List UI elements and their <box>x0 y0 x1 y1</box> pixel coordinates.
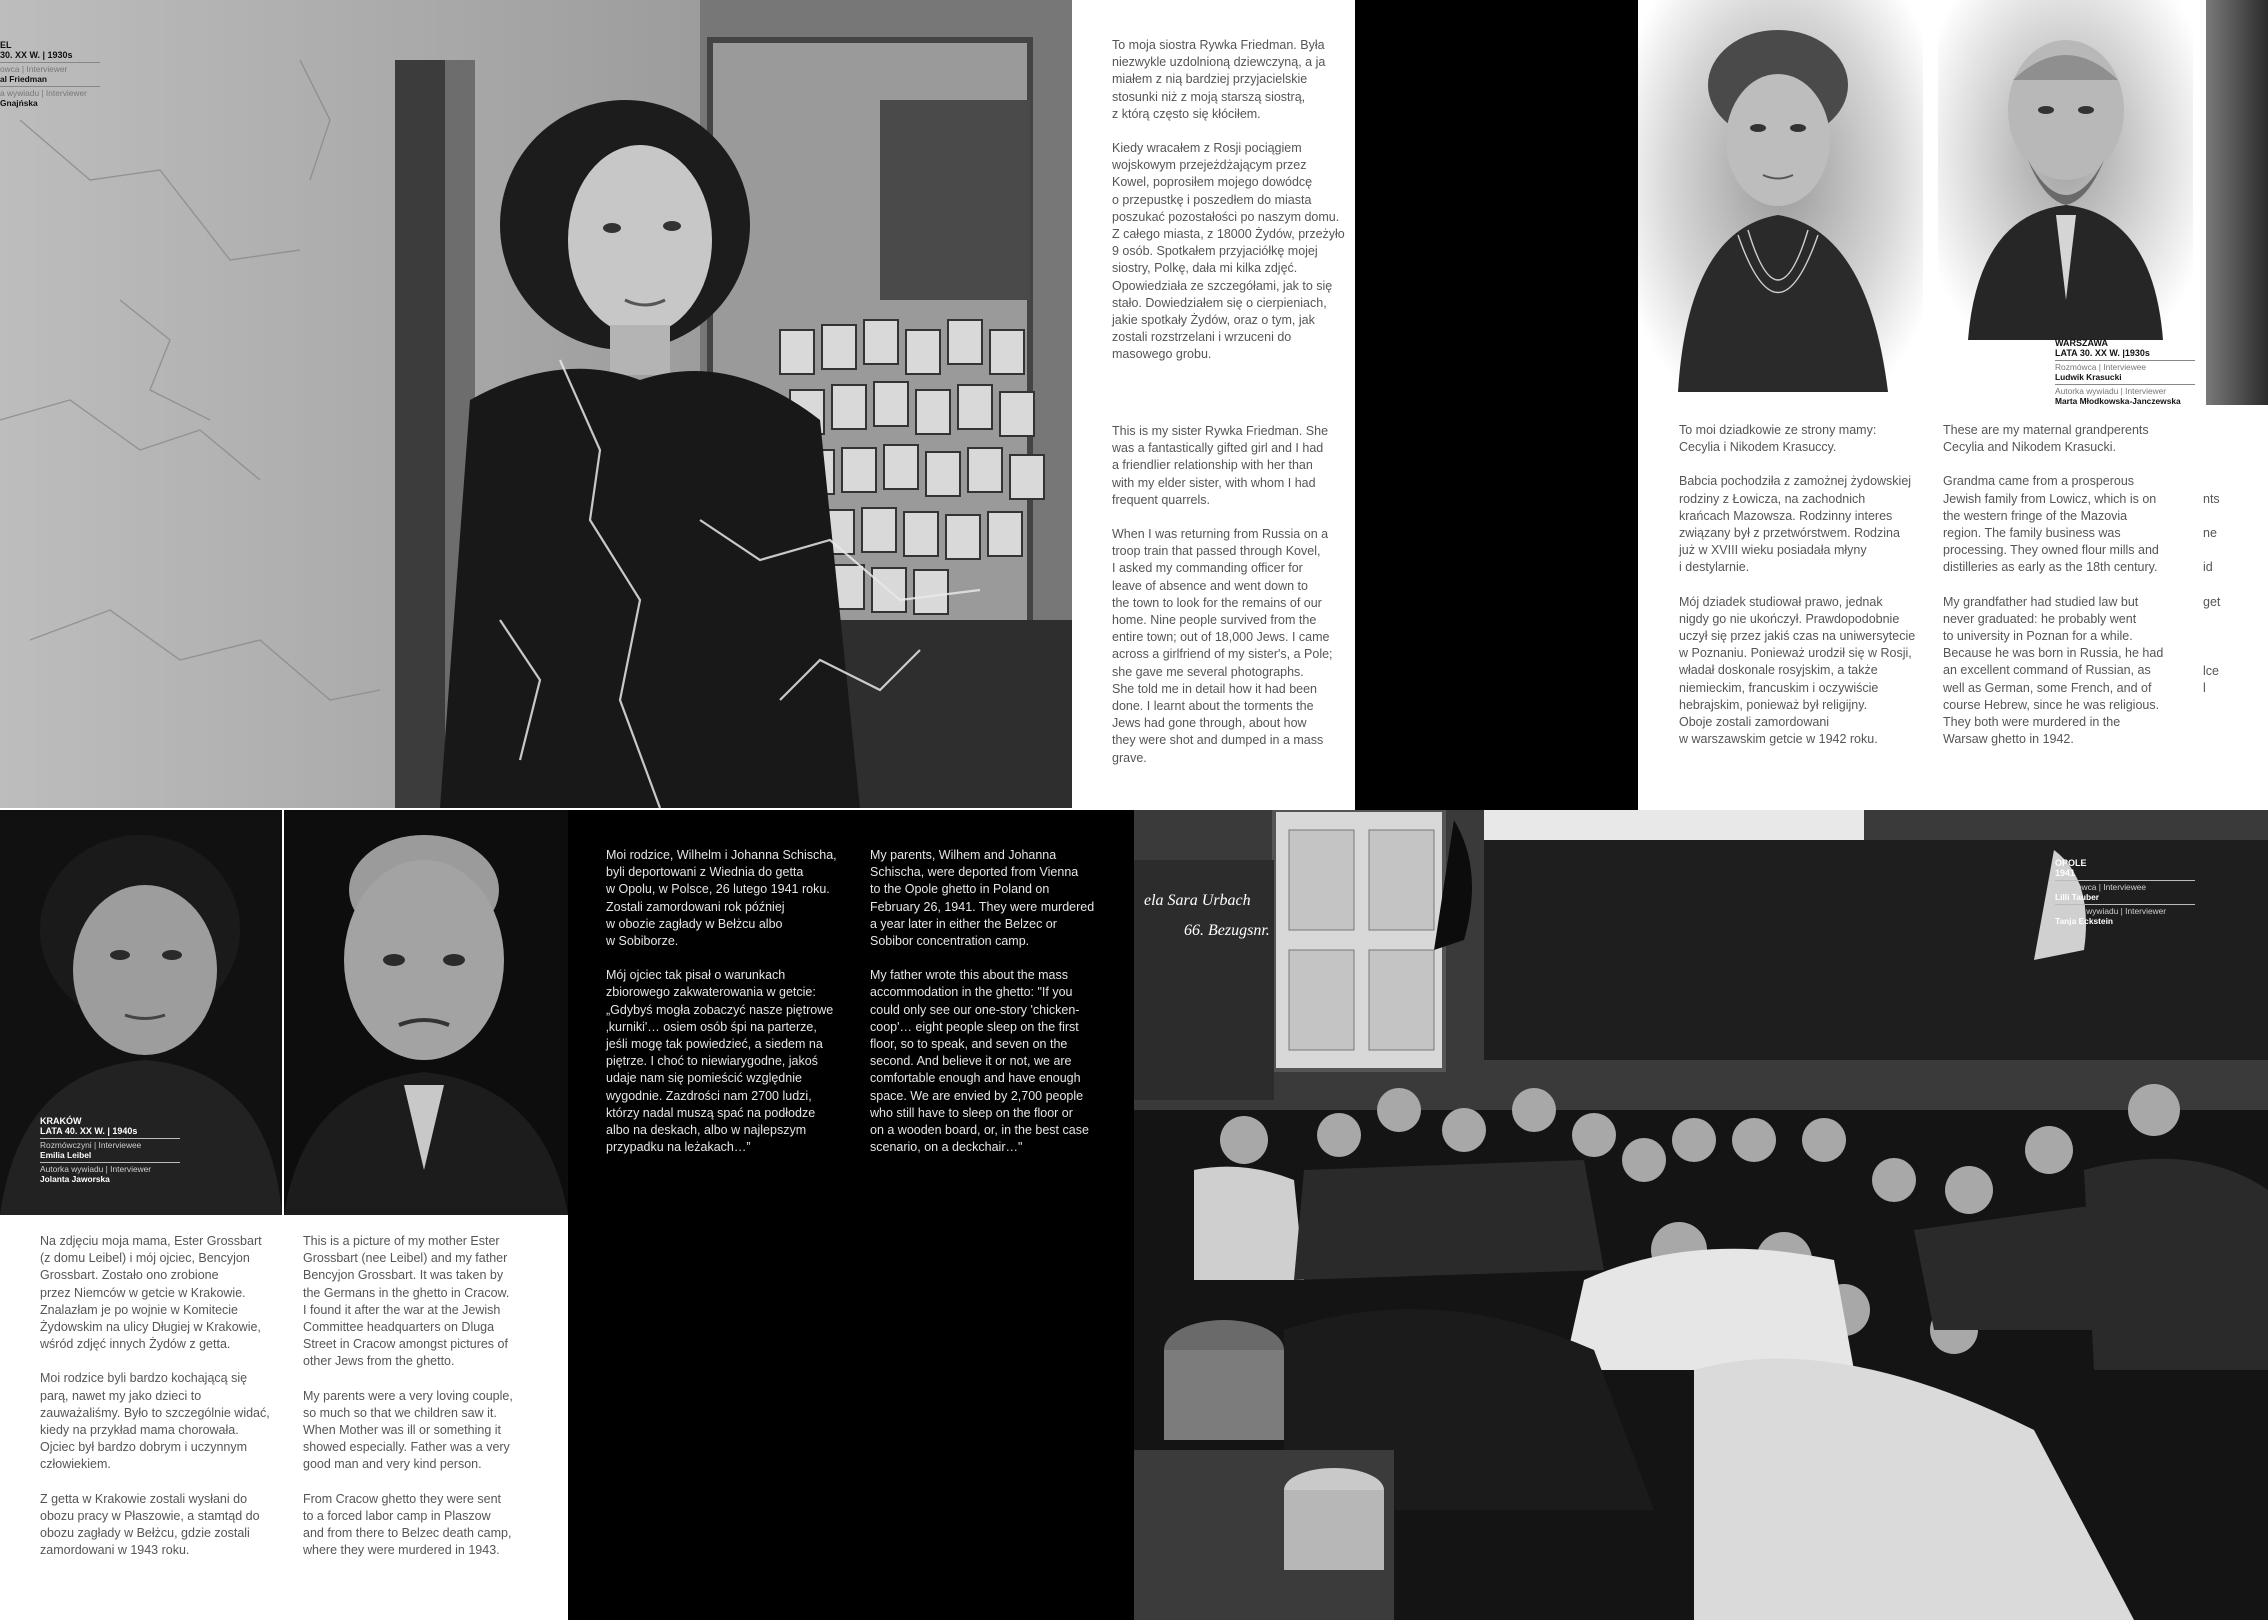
caption-role-interviewer: a wywiadu | Interviewer <box>0 86 100 98</box>
paragraph: Na zdjęciu moja mama, Ester Grossbart (z domu Leibel) i mój ojciec, Bencyjon Grossbart. Zostało ono zrobione przez Niemców w getcie w Krakowie. Znalazłam je po wojnie w Komitecie Żydowskim na ulicy Długiej w Krakowie, wśród zdjęć innych Żydów z getta. <box>40 1234 262 1352</box>
paragraph: To moja siostra Rywka Friedman. Była niezwykle uzdolnioną dziewczyną, a ja miałem z nią bardziej przyjacielskie stosunki niż z moją starszą siostrą, z którą często się kłóciłem. <box>1112 38 1326 121</box>
paragraph: Moi rodzice byli bardzo kochającą się parą, nawet my jako dzieci to zauważaliśmy. Było to szczególnie widać, kiedy na przykład mama chorowała. Ojciec był bardzo dobrym i uczynnym człowiekiem. <box>40 1371 270 1472</box>
photo-bencyjon-grossbart <box>284 810 568 1215</box>
caption-friedman <box>0 40 100 108</box>
edge-text-fragments <box>2203 491 2268 697</box>
fragment: get <box>2203 594 2221 609</box>
caption-tauber <box>2055 858 2195 926</box>
caption-place: OPOLE <box>2055 858 2087 868</box>
black-panel-top <box>1355 0 1638 810</box>
photo-next-page-edge <box>2206 0 2268 405</box>
caption-interviewee-name: Emilia Leibel <box>40 1150 92 1160</box>
caption-role-interviewee: Rozmówczyni | Interviewee <box>40 1138 180 1150</box>
caption-role-interviewee: owca | Interviewer <box>0 62 100 74</box>
caption-interviewee-name: Ludwik Krasucki <box>2055 372 2122 382</box>
fragment: ne <box>2203 526 2217 541</box>
paragraph: This is my sister Rywka Friedman. She was a fantastically gifted girl and I had a friendlier relationship with her than with my elder sister, with whom I had frequent quarrels. <box>1112 424 1329 507</box>
paragraph: Babcia pochodziła z zamożnej żydowskiej rodziny z Łowicza, na zachodnich krańcach Mazowsza. Rodzinny interes związany był z przetwórstwem. Rodzina już w XVIII wieku posiadała młyny i destylarnie. <box>1679 474 1912 575</box>
text-grossbart-pl <box>40 1233 290 1576</box>
text-krasucki-en <box>1943 422 2183 765</box>
caption-role-interviewee: Rozmówca | Interviewee <box>2055 360 2195 372</box>
caption-date: LATA 40. XX W. | 1940s <box>40 1126 138 1136</box>
paragraph: Moi rodzice, Wilhelm i Johanna Schischa, byli deportowani z Wiednia do getta w Opolu, w Polsce, 26 lutego 1941 roku. Zostali zamordowani rok później w obozie zagłady w Bełżcu albo w Sobiborze. <box>606 848 837 949</box>
photo-label-line-1: ela Sara Urbach <box>1144 892 1251 909</box>
paragraph: My parents were a very loving couple, so much so that we children saw it. When Mother was ill or something it showed especially. Father was a very good man and very kind person. <box>303 1388 513 1472</box>
text-krasucki-pl <box>1679 422 1929 765</box>
caption-krasucki <box>2055 338 2195 406</box>
caption-place: EL <box>0 40 12 50</box>
fragment: lce <box>2203 663 2219 678</box>
caption-role-interviewer: Autorka wywiadu | Interviewer <box>2055 904 2195 916</box>
paragraph: When I was returning from Russia on a troop train that passed through Kovel, I asked my commanding officer for leave of absence and went down to the town to look for the remains of our home. Nine people survived from the entire town; out of 18,000 Jews. I came across a girlfriend of my sister's, a Pole; she gave me several photographs. She told me in detail how it had been done. I learnt about the torments the Jews had gone through, about how they were shot and dumped in a mass grave. <box>1112 527 1333 765</box>
paragraph: My father wrote this about the mass accommodation in the ghetto: "If you could only see our one-story 'chicken- coop'… eight people sleep on the first floor, so to speak, and seven on the second. And believe it or not, we are comfortable enough and have enough space. We are envied by 2,700 people who still have to sleep on the floor or on a wooden board, or, in the best case scenario, on a deckchair…" <box>870 968 1089 1155</box>
caption-date: LATA 30. XX W. |1930s <box>2055 348 2150 358</box>
fragment: id <box>2203 560 2213 575</box>
paragraph: Grandma came from a prosperous Jewish family from Lowicz, which is on the western fringe of the Mazovia region. The family business was processing. They owned flour mills and distilleries as early as the 18th century. <box>1943 474 2159 575</box>
paragraph: My parents, Wilhem and Johanna Schischa, were deported from Vienna to the Opole ghetto in Poland on February 26, 1941. They were murdered a year later in either the Belzec or Sobibor concentration camp. <box>870 848 1095 949</box>
caption-place: KRAKÓW <box>40 1116 82 1126</box>
caption-role-interviewer: Autorka wywiadu | Interviewer <box>2055 384 2195 396</box>
photo-nikodem-krasucki <box>1938 0 2193 340</box>
paragraph: Z getta w Krakowie zostali wysłani do obozu pracy w Płaszowie, a stamtąd do obozu zagłady w Bełżcu, gdzie zostali zamordowani w 1943 roku. <box>40 1491 260 1558</box>
paragraph: Mój dziadek studiował prawo, jednak nigdy go nie ukończył. Prawdopodobnie uczył się przez jakiś czas na uniwersytecie w Poznaniu. Ponieważ urodził się w Rosji, władał doskonale rosyjskim, a także niemieckim, francuskim i oczywiście hebrajskim, ponieważ był religijny. Oboje zostali zamordowani w warszawskim getcie w 1942 roku. <box>1679 594 1916 747</box>
caption-interviewer-name: Gnajńska <box>0 98 38 108</box>
caption-date: 30. XX W. | 1930s <box>0 50 73 60</box>
fragment: l <box>2203 681 2206 696</box>
caption-role-interviewee: Rozmówca | Interviewee <box>2055 880 2195 892</box>
paragraph: These are my maternal grandperents Cecylia and Nikodem Krasucki. <box>1943 423 2149 455</box>
caption-interviewer-name: Tanja Eckstein <box>2055 916 2114 926</box>
photo-label-line-2: 66. Bezugsnr. <box>1184 922 1270 939</box>
caption-role-interviewer: Autorka wywiadu | Interviewer <box>40 1162 180 1174</box>
text-friedman-en <box>1112 423 1352 784</box>
caption-interviewee-name: al Friedman <box>0 74 48 84</box>
caption-grossbart <box>40 1116 180 1184</box>
paragraph: Mój ojciec tak pisał o warunkach zbiorowego zakwaterowania w getcie: „Gdybyś mogła zobaczyć nasze piętrowe ‚kurniki'… osiem osób śpi na parterze, jeśli mogę tak powiedzieć, a siedem na piętrze. I choć to niewiarygodne, jakoś udaje nam się pomieścić względnie wygodnie. Zazdrości nam 2700 ludzi, którzy nadal muszą spać na podłodze albo na deskach, albo w najlepszym przypadku na leżakach…” <box>606 968 834 1155</box>
paragraph: To moi dziadkowie ze strony mamy: Cecylia i Nikodem Krasuccy. <box>1679 423 1877 455</box>
caption-interviewer-name: Jolanta Jaworska <box>40 1174 110 1184</box>
text-grossbart-en <box>303 1233 543 1576</box>
caption-place: WARSZAWA <box>2055 338 2108 348</box>
caption-date: 1941 <box>2055 868 2076 878</box>
text-friedman-pl <box>1112 37 1352 381</box>
caption-interviewee-name: Lilli Tauber <box>2055 892 2100 902</box>
caption-interviewer-name: Marta Młodkowska-Janczewska <box>2055 396 2181 406</box>
paragraph: From Cracow ghetto they were sent to a forced labor camp in Plaszow and from there to Belzec death camp, where they were murdered in 1943. <box>303 1491 512 1558</box>
photo-cecylia-krasucka <box>1638 0 1923 392</box>
paragraph: This is a picture of my mother Ester Grossbart (nee Leibel) and my father Bencyjon Grossbart. It was taken by the Germans in the ghetto in Cracow. I found it after the war at the Jewish Committee headquarters on Dluga Street in Cracow amongst pictures of other Jews from the ghetto. <box>303 1234 510 1369</box>
fragment: nts <box>2203 492 2220 506</box>
text-schischa-en <box>870 847 1120 1173</box>
photo-opole-ghetto <box>1134 810 2268 1620</box>
paragraph: My grandfather had studied law but never graduated: he probably went to university in Poznan for a while. Because he was born in Russia, he had an excellent command of Russian, as well as German, some French, and of course Hebrew, since he was religious. They both were murdered in the Warsaw ghetto in 1942. <box>1943 594 2164 747</box>
photo-rywka-friedman <box>0 0 1072 808</box>
text-schischa-pl <box>606 847 856 1173</box>
paragraph: Kiedy wracałem z Rosji pociągiem wojskowym przejeżdżającym przez Kowel, poprosiłem mojego dowódcę o przepustkę i poszedłem do miasta poszukać pozostałości po naszym domu. Z całego miasta, z 18000 Żydów, przeżyło 9 osób. Spotkałem przyjaciółkę mojej siostry, Polkę, dała mi kilka zdjęć. Opowiedziała ze szczegółami, jak to się stało. Dowiedziałem się o cierpieniach, jakie spotkały Żydów, oraz o tym, jak zostali rozstrzelani i wrzuceni do masowego grobu. <box>1112 141 1345 362</box>
